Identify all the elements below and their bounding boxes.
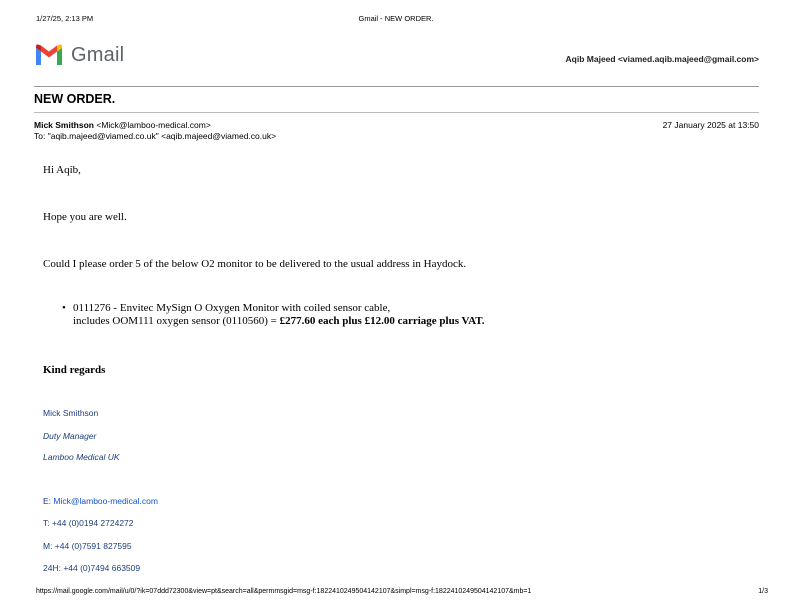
signature-role: Duty Manager <box>43 431 97 441</box>
signature-phone-24h: 24H: +44 (0)7494 663509 <box>43 563 141 573</box>
gmail-logo <box>34 43 124 67</box>
email-line-2: Could I please order 5 of the below O2 monitor to be delivered to the usual address in Haydock. <box>43 258 467 270</box>
signature-company: Lamboo Medical UK <box>43 452 120 462</box>
sender-name: Mick Smithson <box>34 120 94 130</box>
print-datetime: 1/27/25, 2:13 PM <box>36 14 94 23</box>
email-closing: Kind regards <box>43 364 106 376</box>
signature-email-row <box>43 496 158 506</box>
order-item-price: £277.60 each plus £12.00 carriage plus VAT. <box>279 315 485 327</box>
subject-divider <box>34 112 759 113</box>
account-address: Aqib Majeed <viamed.aqib.majeed@gmail.com> <box>565 54 759 64</box>
email-subject: NEW ORDER. <box>34 92 116 106</box>
signature-email-label: E: <box>43 496 54 506</box>
print-page-number: 1/3 <box>758 588 768 595</box>
signature-email-link[interactable]: Mick@lamboo-medical.com <box>53 496 158 506</box>
email-to: To: "aqib.majeed@viamed.co.uk" <aqib.majeed@viamed.co.uk> <box>34 131 277 141</box>
signature-name: Mick Smithson <box>43 408 99 418</box>
print-footer-url: https://mail.google.com/mail/u/0/?ik=07ddd72300&view=pt&search=all&permmsgid=msg-f:1822410249504142107&simpl=msg-f:1822410249504142107&mb=1 <box>36 588 532 595</box>
email-from <box>34 120 211 130</box>
header-divider <box>34 86 759 87</box>
order-item-desc: includes OOM111 oxygen sensor (0110560) = <box>73 315 280 327</box>
signature-phone-m: M: +44 (0)7591 827595 <box>43 541 132 551</box>
order-item-line-1: 0111276 - Envitec MySign O Oxygen Monitor with coiled sensor cable, <box>73 302 391 314</box>
gmail-wordmark: Gmail <box>71 43 125 66</box>
sender-email: <Mick@lamboo-medical.com> <box>96 120 211 130</box>
print-title: Gmail - NEW ORDER. <box>358 14 434 23</box>
signature-phone-t: T: +44 (0)0194 2724272 <box>43 518 134 528</box>
order-item-line-2 <box>73 315 484 328</box>
email-date: 27 January 2025 at 13:50 <box>662 120 759 130</box>
email-greeting: Hi Aqib, <box>43 164 81 176</box>
bullet: • <box>62 302 66 314</box>
gmail-envelope-icon <box>34 43 64 67</box>
email-line-1: Hope you are well. <box>43 211 127 223</box>
